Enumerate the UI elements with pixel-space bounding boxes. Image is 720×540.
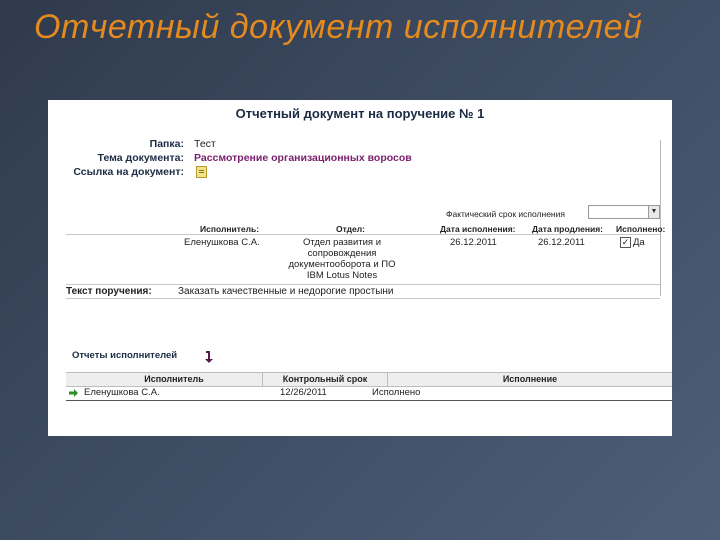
green-arrow-icon[interactable] (69, 389, 78, 397)
document-icon[interactable] (196, 166, 207, 178)
row-department (288, 237, 396, 281)
row-extended-date: 26.12.2011 (538, 237, 585, 248)
subject-link[interactable]: Рассмотрение организационных воросов (194, 152, 412, 164)
dropdown-arrow-icon[interactable]: ▼ (648, 206, 659, 218)
department-line: сопровождения (307, 248, 377, 259)
task-bottom-divider (66, 298, 660, 299)
reports-label: Отчеты исполнителей (72, 350, 178, 361)
row-executor: Еленушкова С.А. (184, 237, 260, 248)
folder-value: Тест (194, 138, 216, 150)
reports-table-header (66, 372, 672, 387)
task-label: Текст поручения: (66, 286, 152, 297)
header-divider (66, 234, 660, 235)
fact-term-select[interactable] (588, 205, 660, 219)
download-arrow-icon[interactable] (204, 350, 214, 364)
document-panel (48, 100, 672, 436)
department-line: IBM Lotus Notes (306, 270, 378, 281)
col-extended-date: Дата продления: (532, 224, 604, 234)
checkbox-checked-icon[interactable]: ✓ (621, 237, 630, 247)
report-deadline: 12/26/2011 (280, 387, 327, 398)
reports-col-deadline[interactable]: Контрольный срок (282, 374, 368, 384)
col-department: Отдел: (336, 224, 366, 234)
reports-col-status[interactable]: Исполнение (502, 374, 558, 384)
document-title: Отчетный документ на поручение № 1 (235, 106, 485, 121)
report-executor[interactable]: Еленушкова С.А. (84, 387, 160, 398)
department-line: документооборота и ПО (288, 259, 396, 270)
document-link-label: Ссылка на документ: (73, 166, 184, 178)
task-value: Заказать качественные и недорогие простыни (178, 286, 394, 297)
slide-title: Отчетный документ исполнителей (34, 8, 643, 46)
reports-col-executor[interactable]: Исполнитель (144, 374, 204, 384)
col-done: Исполнено: (616, 224, 666, 234)
report-status: Исполнено (372, 387, 421, 398)
task-divider (66, 284, 660, 285)
table-row[interactable] (66, 386, 672, 401)
col-due-date: Дата исполнения: (440, 224, 516, 234)
col-executor: Исполнитель: (200, 224, 260, 234)
fact-term-label: Фактический срок исполнения (446, 209, 565, 219)
folder-label: Папка: (149, 138, 184, 150)
divider (660, 140, 661, 296)
department-line: Отдел развития и (302, 237, 382, 248)
row-due-date: 26.12.2011 (450, 237, 497, 248)
subject-label: Тема документа: (97, 152, 184, 164)
done-text: Да (633, 237, 645, 248)
